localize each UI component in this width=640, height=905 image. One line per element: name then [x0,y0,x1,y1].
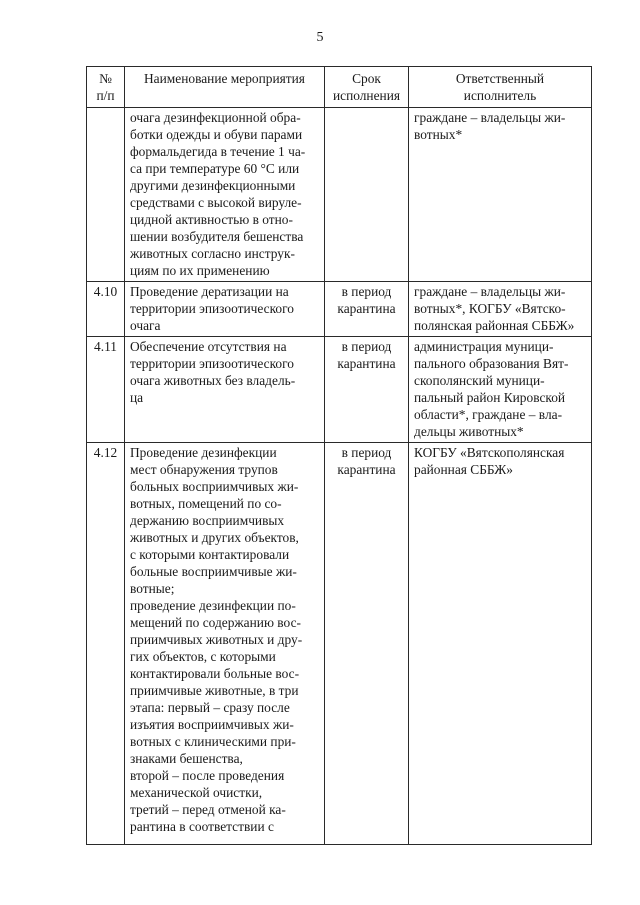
text-line: мещений по содержанию вос- [130,615,301,630]
measure-name [125,108,325,282]
text-line: вотных* [414,127,463,142]
header-responsible [409,67,592,108]
text-line: области*, граждане – вла- [414,407,563,422]
responsible [409,108,592,282]
header-num-line: п/п [96,88,115,103]
header-responsible-line: исполнитель [463,88,537,103]
text-line: карантина [337,301,396,316]
row-number: 4.10 [87,282,125,337]
text-line: цидной активностью в отно- [130,212,293,227]
header-num [87,67,125,108]
page-number: 5 [316,30,324,45]
text-line: са при температуре 60 °С или [130,161,300,176]
text-line: приимчивые животные, в три [130,683,299,698]
text-line: больные восприимчивые жи- [130,564,297,579]
text-line: знаками бешенства, [130,751,243,766]
row-number [87,108,125,282]
text-line: администрация муници- [414,339,554,354]
responsible [409,337,592,443]
header-name [125,67,325,108]
responsible [409,282,592,337]
text-line: приимчивых животных и дру- [130,632,303,647]
term [325,337,409,443]
text-line: Проведение дератизации на [130,284,289,299]
text-line: пальный район Кировской [414,390,566,405]
table-header-row [87,67,592,108]
measures-table [86,66,592,845]
text-line: держанию восприимчивых [130,513,285,528]
responsible [409,443,592,845]
header-responsible-line: Ответственный [455,71,545,86]
measure-name [125,443,325,845]
text-line: формальдегида в течение 1 ча- [130,144,306,159]
text-line: животных согласно инструк- [130,246,295,261]
text-line: циям по их применению [130,263,270,278]
text-line: ботки одежды и обуви парами [130,127,303,142]
text-line: вотных*, КОГБУ «Вятско- [414,301,566,316]
text-line: дельцы животных* [414,424,524,439]
text-line: вотных с клиническими при- [130,734,296,749]
text-line: в период [341,339,392,354]
text-line: очага дезинфекционной обра- [130,110,301,125]
text-line: проведение дезинфекции по- [130,598,296,613]
text-line: граждане – владельцы жи- [414,284,566,299]
text-line: пального образования Вят- [414,356,569,371]
text-line: в период [341,445,392,460]
header-term [325,67,409,108]
text-line: карантина [337,356,396,371]
header-name-line: Наименование мероприятия [144,71,305,86]
header-term-line: исполнения [332,88,401,103]
text-line: животных и других объектов, [130,530,299,545]
measure-name [125,337,325,443]
text-line: другими дезинфекционными [130,178,296,193]
text-line: территории эпизоотического [130,356,294,371]
table-row [87,337,592,443]
text-line: карантина [337,462,396,477]
text-line: полянская районная СББЖ» [414,318,575,333]
text-line: больных восприимчивых жи- [130,479,299,494]
text-line: второй – после проведения [130,768,285,783]
text-line: с которыми контактировали [130,547,290,562]
text-line: территории эпизоотического [130,301,294,316]
text-line: вотных, помещений по со- [130,496,282,511]
text-line: скополянский муници- [414,373,545,388]
text-line: Проведение дезинфекции [130,445,277,460]
text-line: очага [130,318,161,333]
text-line: КОГБУ «Вятскополянская [414,445,565,460]
header-num-line: № [99,71,112,86]
text-line: Обеспечение отсутствия на [130,339,287,354]
measure-name [125,282,325,337]
term [325,108,409,282]
table-row [87,108,592,282]
text-line: мест обнаружения трупов [130,462,278,477]
text-line: этапа: первый – сразу после [130,700,290,715]
header-term-line: Срок [352,71,381,86]
text-line: контактировали больные вос- [130,666,300,681]
table-row [87,282,592,337]
row-number: 4.12 [87,443,125,845]
term [325,282,409,337]
text-line: шении возбудителя бешенства [130,229,304,244]
text-line: очага животных без владель- [130,373,296,388]
text-line: рантина в соответствии с [130,819,274,834]
text-line: третий – перед отменой ка- [130,802,286,817]
text-line: изъятия восприимчивых жи- [130,717,294,732]
text-line: вотные; [130,581,175,596]
term [325,443,409,845]
text-line: средствами с высокой вируле- [130,195,302,210]
text-line: ца [130,390,144,405]
row-number: 4.11 [87,337,125,443]
text-line: районная СББЖ» [414,462,513,477]
text-line: граждане – владельцы жи- [414,110,566,125]
text-line: механической очистки, [130,785,263,800]
table-row [87,443,592,845]
text-line: в период [341,284,392,299]
text-line: гих объектов, с которыми [130,649,276,664]
